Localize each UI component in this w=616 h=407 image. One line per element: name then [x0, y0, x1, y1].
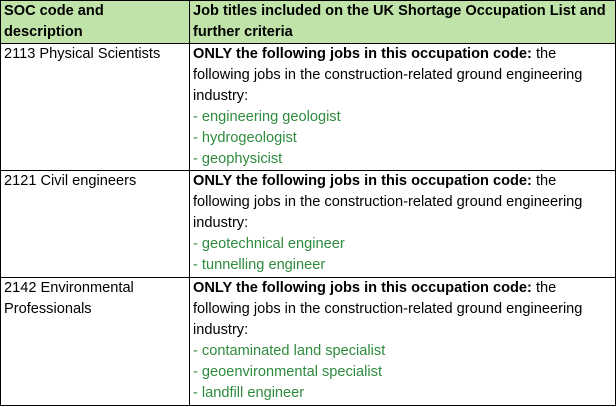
criteria-text: the following jobs in the construction-related ground engineering industry: [193, 280, 583, 338]
job-title-item: - geotechnical engineer [193, 236, 345, 252]
table-row [1, 278, 616, 406]
criteria-cell [190, 278, 616, 406]
job-title-item: - geoenvironmental specialist [193, 364, 383, 380]
job-title-item: - tunnelling engineer [193, 257, 326, 273]
soc-code-cell: 2142 Environmental Professionals [1, 278, 190, 406]
header-soc-code: SOC code and description [1, 1, 190, 44]
soc-code-cell: 2121 Civil engineers [1, 171, 190, 278]
criteria-text: the following jobs in the construction-related ground engineering industry: [193, 46, 583, 104]
criteria-cell [190, 44, 616, 171]
criteria-text: the following jobs in the construction-related ground engineering industry: [193, 173, 583, 231]
job-title-item: - contaminated land specialist [193, 343, 386, 359]
criteria-lead: ONLY the following jobs in this occupation code: [193, 173, 532, 189]
job-title-item: - hydrogeologist [193, 130, 297, 146]
criteria-lead: ONLY the following jobs in this occupation code: [193, 46, 532, 62]
job-title-item: - engineering geologist [193, 109, 341, 125]
soc-code-cell: 2113 Physical Scientists [1, 44, 190, 171]
job-title-item: - landfill engineer [193, 385, 305, 401]
table-row [1, 44, 616, 171]
table-row [1, 171, 616, 278]
job-title-item: - geophysicist [193, 151, 283, 167]
criteria-lead: ONLY the following jobs in this occupation code: [193, 280, 532, 296]
header-job-titles: Job titles included on the UK Shortage Occupation List and further criteria [190, 1, 616, 44]
header-row [1, 1, 616, 44]
criteria-cell [190, 171, 616, 278]
